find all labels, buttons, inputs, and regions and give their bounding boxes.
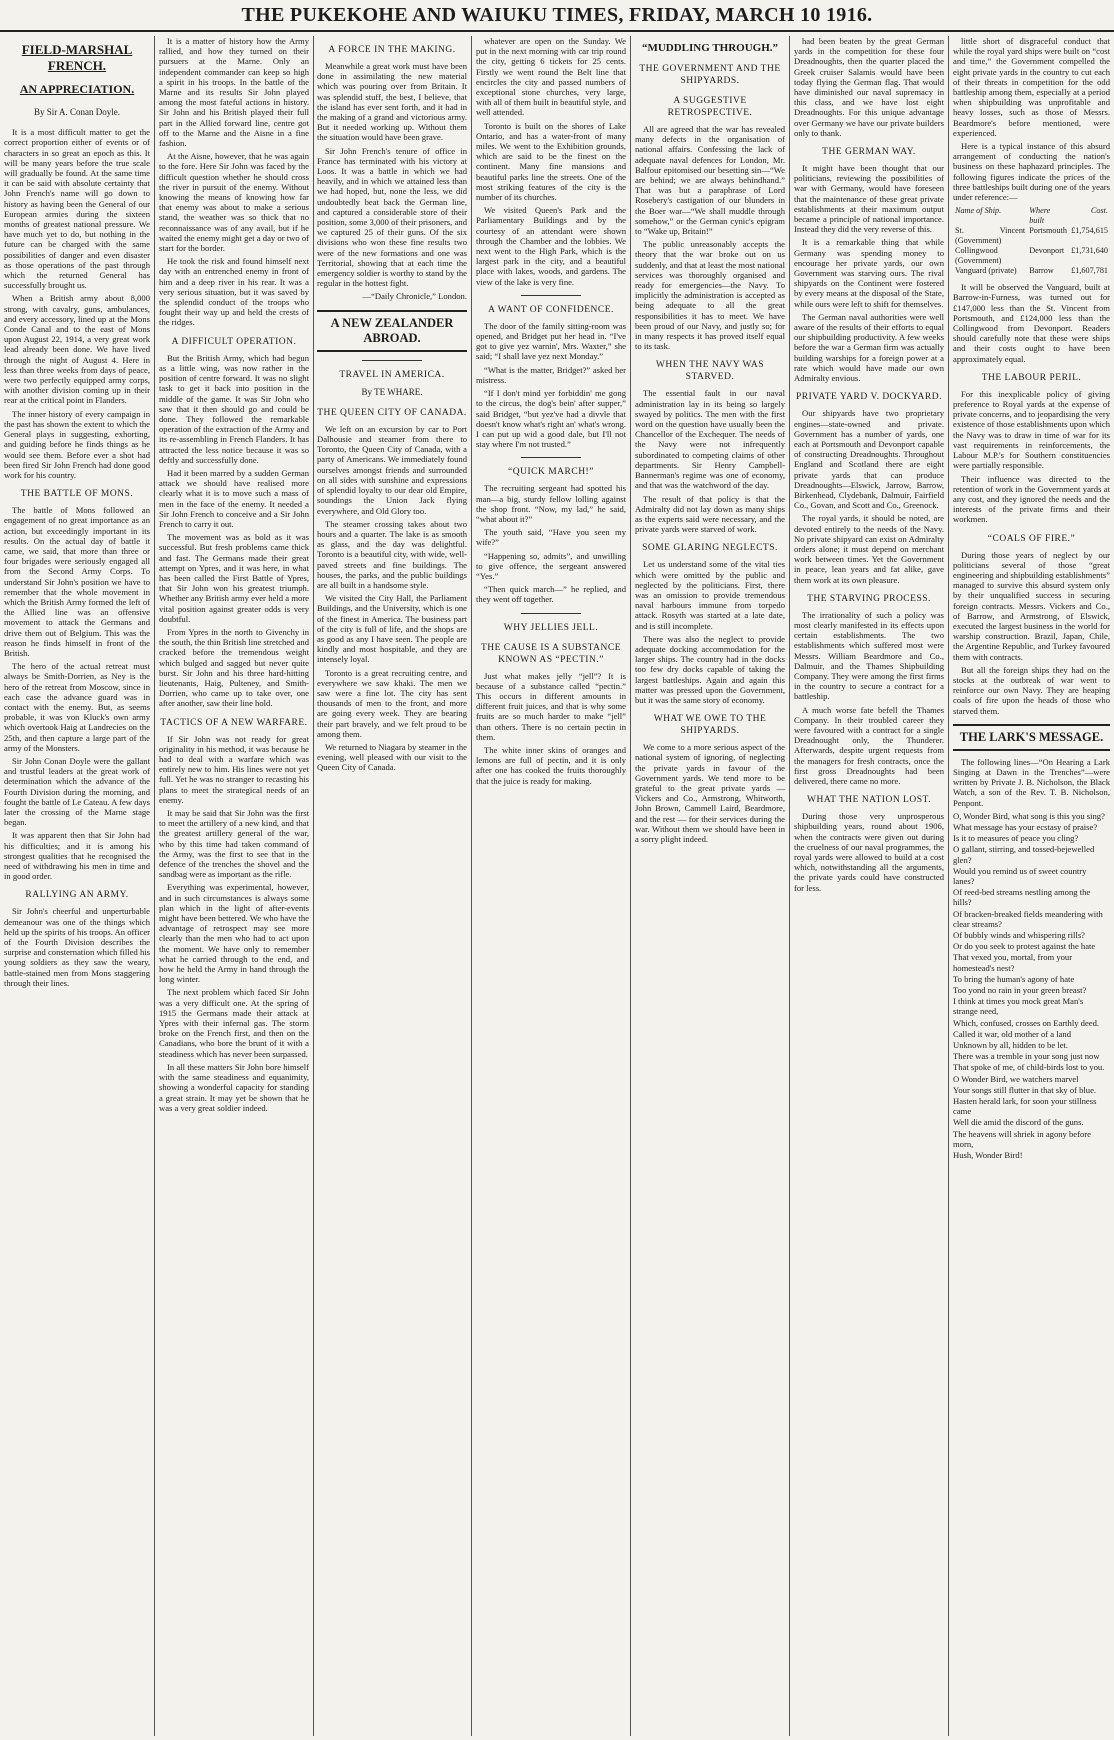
section-subheading: THE CAUSE IS A SUBSTANCE KNOWN AS “PECTIN.” <box>480 642 622 665</box>
poem-line: Unknown by all, hidden to be let. <box>953 1040 1069 1051</box>
article-title: “MUDDLING THROUGH.” <box>641 42 779 54</box>
section-heading: THE BATTLE OF MONS. <box>20 489 134 500</box>
poem-line: O, Wonder Bird, what song is this you sing? <box>953 810 1105 821</box>
article-title: FIELD-MARSHAL FRENCH. <box>21 42 133 73</box>
signoff: —“Daily Chronicle,” London. <box>362 291 467 302</box>
table-cell: Devonport <box>1029 246 1065 256</box>
poem-line: There was a tremble in your song just now <box>953 1051 1100 1062</box>
column-rule <box>630 36 631 1736</box>
paragraph: Just what makes jelly “jell”? It is because of a substance called “pectin.” This occurs in different amounts in different fruit juices, and that is why some fruits are so much harder to make “jell” than others. There is no certain pectin in them. <box>476 670 626 742</box>
column-5 <box>635 36 785 1736</box>
paragraph: If Sir John was not ready for great originality in his method, it was because he had to deal with a warfare which was entirely new to him. His lines were not yet full. Yet he was no stranger to recasting his plans to meet the strategical needs of an enemy. <box>159 733 309 805</box>
column-7 <box>953 36 1110 1736</box>
article-subtitle: AN APPRECIATION. <box>19 82 135 96</box>
table-cell: £1,731,640 <box>1071 246 1108 256</box>
table-row <box>953 226 1110 246</box>
section-heading: A FORCE IN THE MAKING. <box>328 45 456 55</box>
paragraph: The inner history of every campaign in the past has shown the extent to which the General plays in suggesting, exhorting, and guiding before he finds things as he would see them. Before ever a shot had been fired Sir John French had done good work for his country. <box>4 408 150 480</box>
paragraph: whatever are open on the Sunday. We put in the next morning with car trip round the city, getting 6 tickets for 25 cents. Firstly we went round the Belt line that encircles the city and passed numbers of exceptional stone churches, very large, with all of them built in beautiful style, and well attended. <box>476 36 626 118</box>
article-title: A NEW ZEALANDER ABROAD. <box>317 310 467 352</box>
paragraph: The public unreasonably accepts the theory that the war broke out on us suddenly, and that at least the most national services was thoroughly organised and ready for emergencies—the Navy. To implicitly the administration is accepted as being adequate to all the great responsibilities it has to meet. We have been proud of our Navy, and justly so; for in many respects it has proved itself equal to its task. <box>635 239 785 352</box>
poem-line: That vexed you, mortal, from your homestead's nest? <box>953 952 1073 973</box>
paragraph: Meanwhile a great work must have been done in assimilating the new material which was pouring over from Britain. It was splendid stuff, the best, I believe, that the island has ever sent forth, and it had in the making of a grand and victorious army. But it needed working up. Without them the situation would have been grave. <box>317 61 467 143</box>
paragraph: But all the foreign ships they had on the stocks at the outbreak of war went to reinforce our own Navy. They are heaping coals of fire upon the heads of those who starved them. <box>953 664 1110 716</box>
table-cell: Portsmouth <box>1029 226 1067 236</box>
column-4 <box>476 36 626 1736</box>
poem-line: Too yond no rain in your green breast? <box>953 985 1087 996</box>
poem-line: Of bubbly winds and whispering rills? <box>953 930 1085 941</box>
paragraph: All are agreed that the war has revealed many defects in the organisation of national affairs. Confessing the lack of adequate naval defences for London, Mr. Balfour epitomised our besetting sin—“We are behind; we are always behindhand.” That was but a paraphrase of Lord Rosebery's castigation of our blunders in the Boer war—“We shall muddle through somehow,” or the German cynic's epigram to “Wake up, Britain!” <box>635 124 785 237</box>
paragraph: The recruiting sergeant had spotted his man—a big, sturdy fellow lolling against the shop front. “Now, my lad,” he said, “what about it?” <box>476 483 626 524</box>
table-header: Name of Ship. <box>955 206 1002 216</box>
paragraph: Here is a typical instance of this absurd arrangement of conducting the nation's business on these haphazard principles. The following figures indicate the prices of the three battleships built during one of the years under reference:— <box>953 141 1110 203</box>
paragraph: Our shipyards have two proprietary engines—state-owned and private. Government has a number of yards, one each at Portsmouth and Devonport capable of constructing Dreadnoughts. Throughout England and Scotland there are eight private yards that can produce Dreadnoughts—Elswick, Jarrow, Barrow, Birkenhead, Clydebank, Dalmuir, Fairfield Co., Govan, and Scott and Co., Greenock. <box>794 408 944 511</box>
poem-line: I think at times you mock great Man's strange need, <box>953 996 1084 1017</box>
poem-line: Or do you seek to protest against the hate <box>953 941 1096 952</box>
paragraph: A much worse fate befell the Thames Company. In their troubled career they were favoured with a contract for a single Dreadnought only, the Thunderer. Afterwards, despite urgent requests from the managers for fresh contracts, once the first gross Dreadnoughts had been delivered, there came no more. <box>794 704 944 786</box>
section-heading: PRIVATE YARD V. DOCKYARD. <box>796 392 942 403</box>
table-cell: £1,754,615 <box>1071 226 1108 236</box>
paragraph: “Happening so, admits”, and unwilling to give offence, the sergeant answered “Yes.” <box>476 550 626 581</box>
poem-line: Hasten herald lark, for soon your stillness came <box>953 1096 1097 1117</box>
table-row <box>953 246 1110 266</box>
paragraph: During those years of neglect by our politicians several of those “great engineering and shipbuilding establishments” managed to survive this absurd system only by their unqualified success in securing foreign contracts. Messrs. Vickers and Co., of Barrow, and Armstrong, of Elswick, executed the largest business in the world for warship construction. Brazil, Japan, Chile, the Argentine Republic, and Turkey favoured them with contracts. <box>953 549 1110 662</box>
paragraph: Toronto is a great recruiting centre, and everywhere we saw khaki. The men we saw were a fine lot. The city has sent thousands of men to the front, and more are going every week. They are bearing their part bravely, and we felt proud to be among them. <box>317 667 467 739</box>
section-heading: A WANT OF CONFIDENCE. <box>488 304 614 315</box>
poem-line: O gallant, stirring, and tossed-bejewelled glen? <box>953 844 1095 865</box>
column-rule <box>471 36 472 1736</box>
byline: By TE WHARE. <box>361 386 423 397</box>
column-6 <box>794 36 944 1736</box>
table-cell: Barrow <box>1029 266 1054 276</box>
paragraph: There was also the neglect to provide adequate docking accommodation for the larger ships. The country had in the docks too few dry docks capable of taking the largest battleships. Again and again this matter was pressed upon the Government, but it was the same story of economy. <box>635 633 785 705</box>
section-heading: THE LABOUR PERIL. <box>981 372 1082 383</box>
section-heading: SOME GLARING NEGLECTS. <box>642 543 778 554</box>
paragraph: Had it been marred by a sudden German attack we should have realised more clearly what it is to move such a mass of men in the face of the enemy. It needed a Sir John French to conceive and a Sir John French to carry it out. <box>159 467 309 529</box>
paragraph: It is a matter of history how the Army rallied, and how they turned on their pursuers at the Marne. Only an independent commander can keep so high a spirit in his troops. In the battle of the Marne and its results Sir John played among the most fateful actions in history. Sir John and his British played their full part in the Allied forward line, centre got off to the Marne and the Aisne in a fine fashion. <box>159 36 309 149</box>
paragraph: During those very unprosperous shipbuilding years, round about 1906, when the contracts were given out during the cruelness of our naval programmes, the royal yards were allowed to build at a cost which, notwithstanding all the arguments, the private yards could have constructed for less. <box>794 811 944 893</box>
paragraph: The next problem which faced Sir John was a very difficult one. At the spring of 1915 the Germans made their attack at Ypres with their infernal gas. The storm broke on the French first, and then on the Canadians, who bore the brunt of it with a steadiness which has never been surpassed. <box>159 987 309 1059</box>
paragraph: The result of that policy is that the Admiralty did not lay down as many ships as the experts said were necessary, and the private yards were starved of work. <box>635 493 785 535</box>
section-heading: THE STARVING PROCESS. <box>807 593 931 604</box>
paragraph: The battle of Mons followed an engagement of no great importance as an action, but exceedingly important in its results. On the actual day of battle it came, we said, that more than three or four brigades were seriously engaged all from the Second Army Corps. To understand Sir John's position we have to remember that the whole movement in which the British Army formed the left of the Allied line was an offensive movement to attack the Germans and drive them out of Belgium. This was the reason he finds himself in front of the British. <box>4 505 150 658</box>
paragraph: We left on an excursion by car to Port Dalhousie and steamer from there to Toronto, the Queen City of Canada, with a party of Americans. We immediately found ourselves amongst friends and surrounded on all sides with sunshine and expressions of splendid loyalty to our dear old Empire, soundings the Union Jack flying everywhere, and Old Glory too. <box>317 423 467 516</box>
paragraph: But the British Army, which had begun as a little wing, was now rather in the position of centre forward. It was no slight task to get it back into position in the middle of the game. It was Sir John who saw that it then should go and could be done. They followed the remarkable operation of the extraction of the Army and its re-assembling in French Flanders. It has attracted the less notice because it was so deftly and successfully done. <box>159 352 309 465</box>
divider <box>362 360 422 361</box>
paragraph: In all these matters Sir John bore himself with the same steadiness and equanimity, showing a wonderful capacity for standing a great strain. It may yet be shown that he was a very great soldier indeed. <box>159 1061 309 1113</box>
poem-line: Well die amid the discord of the guns. <box>953 1117 1084 1128</box>
poem-line: Is it to measures of peace you cling? <box>953 833 1079 844</box>
paragraph: The white inner skins of oranges and lemons are full of pectin, and it is only after one has cooked the fruits thoroughly that the juice is ready for making. <box>476 744 626 786</box>
paragraph: Sir John's cheerful and unperturbable demeanour was one of the things which held up the spirits of his troops. An officer of the Fourth Division describes the surprise and consternation which filled his young soldiers as they saw the weary, battle-stained men from Mons staggering through their lines. <box>4 906 150 988</box>
paragraph: The essential fault in our naval administration lay in its being so largely swayed by politics. The men with the first word on the question have usually been the Chancellor of the Exchequer. The needs of the Navy were not infrequently subordinated to competing claims of other departments. Sir Henry Campbell-Bannerman's regime was one of economy, and that was the watchword of the day. <box>635 388 785 491</box>
paragraph: “If I don't mind yer forbiddin' me gong to the circus, the dog's bein' after supper,” said Bridget, “but yez've had a divvle that doesn't know what's right an' what's wrong. I can put up wid a good dale, but I'll not stay where I'm not trusted.” <box>476 388 626 450</box>
table-cell: Collingwood (Government) <box>955 246 1002 266</box>
paragraph: The steamer crossing takes about two hours and a quarter. The lake is as smooth as glass, and the day was delightful. Toronto is a beautiful city, with wide, well-paved streets and fine buildings. The houses, the parks, and the public buildings are all built in a handsome style. <box>317 518 467 590</box>
paragraph: It might have been thought that our politicians, reviewing the possibilities of war with Germany, would have foreseen that the maintenance of these great private establishments at their maximum output became a principle of national importance. Instead they did the very reverse of this. <box>794 163 944 235</box>
paragraph: He took the risk and found himself next day with an entrenched enemy in front of him and a deep river in his rear. It was a very serious situation, but it was saved by the splendid conduct of the troops who fought their way up and held the crests of the ridges. <box>159 256 309 328</box>
paragraph: From Ypres in the north to Givenchy in the south, the thin British line stretched and cracked before the tremendous weight which bulged and sagged but never quite burst. Sir John and his three hard-hitting lieutenants, Haig, Pulteney, and Smith-Dorrien, who came up to take over, one after another, saw their line hold. <box>159 626 309 709</box>
paragraph: We visited Queen's Park and the Parliamentary Buildings and by the courtesy of an attendant were shown through the Chamber and the lobbies. We next went to the High Park, which is the largest park in the city, and a beautiful place with lakes, woods, and gardens. The view of the lake is very fine. <box>476 205 626 287</box>
section-heading: WHEN THE NAVY WAS STARVED. <box>655 360 765 383</box>
poem <box>953 811 1110 1161</box>
paragraph: It is a most difficult matter to get the correct proportion either of events or of characters in so great an epoch as this. It will be many years before the true scale will gradually be found. At the same time it can be said with absolute certainty that John French's name will go down to history as having been the General of our European armies during the sixteen months of greatest national pressure. We have much yet to do, but nothing in the future can be charged with the same possibilities of danger and even disaster as those operations of the past through which the returned General has successfully brought us. <box>4 127 150 291</box>
section-heading: RALLYING AN ARMY. <box>25 890 129 901</box>
paragraph: Their influence was directed to the retention of work in the Government yards at any cost, and they ignored the needs and the interests of the private firms and their workmen. <box>953 473 1110 525</box>
column-1 <box>4 36 150 1736</box>
paragraph: little short of disgraceful conduct that while the royal yard ships were built on “cost and time,” the Government compelled the eight private yards in the country to cut each of their threats in competition for the odd battleship among them, especially at a period when shipbuilding was unprofitable and heavy losses, such as those of Messrs. Beardmore's before mentioned, were experienced. <box>953 36 1110 138</box>
paragraph: Toronto is built on the shores of Lake Ontario, and has a water-front of many miles. We went to the Exhibition grounds, which are said to be the finest on the continent. Many fine mansions and beautiful parks line the streets. One of the most striking features of the city is the number of its churches. <box>476 120 626 203</box>
paragraph: “What is the matter, Bridget?” asked her mistress. <box>476 364 626 385</box>
section-heading: A DIFFICULT OPERATION. <box>171 336 297 347</box>
section-subheading: THE GOVERNMENT AND THE SHIPYARDS. <box>639 64 781 86</box>
divider <box>521 613 581 614</box>
divider <box>521 295 581 296</box>
paragraph: It is a remarkable thing that while Germany was spending money to encourage her private yards, our own Government was starving ours. The rival shipyards on the Continent were fostered by every means at the disposal of the State, while ours were left to shift for themselves. <box>794 237 944 309</box>
section-heading: WHAT WE OWE TO THE SHIPYARDS. <box>653 714 767 737</box>
paragraph: The irrationality of such a policy was most clearly manifested in its effects upon certain establishments. The two establishments which suffered most were Messrs. William Beardmore and Co., Dalmuir, and the Thames Shipbuilding Company. They were among the first firms in the country to secure a contract for a battleship. <box>794 609 944 702</box>
paragraph: The following lines—“On Hearing a Lark Singing at Dawn in the Trenches”—were written by Private J. B. Nicholson, the Black Watch, a son of the Rev. T. B. Nicholson, Penpont. <box>953 756 1110 808</box>
paragraph: When a British army about 8,000 strong, with cavalry, guns, ambulances, and every accessory, lined up at the Mons Conde Canal and to the east of Mons upon August 22, 1914, a very great work lead already been done. We have lived through the night of August 4. Here in less than three weeks from days of peace, were two perfectly equipped army corps, with another division coming up in their rear at the critical point in Flanders. <box>4 293 150 406</box>
table-header-row <box>953 206 1110 226</box>
section-heading: WHAT THE NATION LOST. <box>807 795 931 806</box>
paragraph: Let us understand some of the vital ties which were omitted by the public and neglected by the politicians. First, there was an omission to provide tremendous naval harbours immune from torpedo attack. Rosyth was started at a late date, and is still incomplete. <box>635 559 785 631</box>
paragraph: had been beaten by the great German yards in the competition for these four Dreadnoughts, then the quarter placed the Greek cruiser Salamis would have been today flying the German flag. That would have diminished our naval supremacy in this class, and we have lost eight Dreadnoughts. For this unique advantage over Germany we have our private builders only to thank. <box>794 36 944 138</box>
column-rule <box>313 36 314 1736</box>
paragraph: For this inexplicable policy of giving preference to Royal yards at the expense of private concerns, and to jeopardising the very existence of those establishments upon which the Navy was to draw in time of war for its vast requirements in reinforcements, the Labour M.P.'s for Southern constituencies were partially responsible. <box>953 388 1110 471</box>
poem-line: Which, confused, crosses on Earthly deed. <box>953 1017 1100 1028</box>
paragraph: The youth said, “Have you seen my wife?” <box>476 527 626 548</box>
table-row <box>953 266 1110 276</box>
section-heading: THE GERMAN WAY. <box>822 147 916 158</box>
paragraph: It may be said that Sir John was the first to meet the artillery of a new kind, and that the greatest artillery general of the war, who by this time had taken command of the Army, was the first to see that in the defence of the trenches the shovel and the sandbag were as important as the rifle. <box>159 808 309 880</box>
column-rule <box>948 36 949 1736</box>
table-header: Where built <box>1029 206 1051 226</box>
section-heading: THE QUEEN CITY OF CANADA. <box>317 407 467 418</box>
column-3 <box>317 36 467 1736</box>
paragraph: Sir John Conan Doyle were the gallant and trustful leaders at the great work of determination which the advance of the Fourth Division during the morning, and fought the battle of Le Cateau. A few days later the crossing of the Marne stage began. <box>4 755 150 828</box>
table-cell: £1,607,781 <box>1071 266 1108 276</box>
poem-line: Of bracken-breaked fields meandering with clear streams? <box>953 908 1103 929</box>
poem-line: What message has your ecstasy of praise? <box>953 821 1098 832</box>
paragraph: At the Aisne, however, that he was again to the fore. Here Sir John was faced by the difficult question whether he should cross the river in pursuit of the enemy. Without knowing the means of knowing how far that enemy was about to make a serious stand, the weather was so thick that no reconnaissance was of any avail, but if he waited the enemy might get a day or two of start for the border. <box>159 151 309 254</box>
poem-line: Of reed-bed streams nestling among the hills? <box>953 887 1091 908</box>
column-2 <box>159 36 309 1736</box>
paragraph: We visited the City Hall, the Parliament Buildings, and the University, which is one of the finest in America. The business part of the city is full of life, and the shops are as good as any I have seen. The people are kindly and most hospitable, and they are intensely loyal. <box>317 593 467 665</box>
poem-line: Called it war, old mother of a land <box>953 1028 1072 1039</box>
paragraph: It will be observed the Vanguard, built at Barrow-in-Furness, was turned out for £147,000 less than the St. Vincent from Portsmouth, and £124,000 less than the Collingwood from Devonport. Readers should carefully note that these were ships and their costs ought to have been approximately equal. <box>953 282 1110 364</box>
poem-line: Your songs still flutter in that sky of blue. <box>953 1084 1097 1095</box>
masthead: THE PUKEKOHE AND WAIUKU TIMES, FRIDAY, MARCH 10 1916. <box>0 4 1114 32</box>
table-cell: Vanguard (private) <box>955 266 1017 276</box>
section-heading: WHY JELLIES JELL. <box>503 622 599 633</box>
paragraph: “Then quick march—” he replied, and they went off together. <box>476 584 626 605</box>
paragraph: It was apparent then that Sir John had his difficulties; and it is among his strongest qualities that he recognised the need of withdrawing his men in time and in good order. <box>4 830 150 882</box>
poem-line: That spoke of me, of child-birds lost to you. <box>953 1062 1105 1073</box>
section-heading: “QUICK MARCH!” <box>508 467 594 478</box>
poem-line: To bring the human's agony of hate <box>953 973 1075 984</box>
byline: By Sir A. Conan Doyle. <box>33 107 120 117</box>
paragraph: The royal yards, it should be noted, are devoted entirely to the needs of the Navy. No private shipyard can exist on Admiralty orders alone; it must depend on merchant work between times. Yet the Government in peace, lean years and fat alike, gave them work at its own pleasure. <box>794 513 944 585</box>
section-heading: TACTICS OF A NEW WARFARE. <box>160 717 308 728</box>
divider <box>521 457 581 458</box>
poem-line: Would you remind us of sweet country lanes? <box>953 865 1087 886</box>
poem-line: The heavens will shriek in agony before morn, <box>953 1128 1091 1149</box>
ship-cost-table <box>953 206 1110 276</box>
paragraph: We come to a more serious aspect of the national system of ignoring, of neglecting the private yards in favour of the Government yards. We tend more to be grateful to the great private yards — Vickers and Co., Armstrong, Whitworth, John Brown, Cammell Laird, Beardmore, and the rest — for their services during the war. Without them we should have been in a sorry plight indeed. <box>635 742 785 844</box>
paragraph: The German naval authorities were well aware of the results of their efforts to equal our shipbuilding productivity. A few weeks before the war a German firm was actually building warships for a foreign power at a rate which would have made our own Admiralty envious. <box>794 311 944 384</box>
table-cell: St. Vincent (Government) <box>955 226 1026 246</box>
column-rule <box>789 36 790 1736</box>
paragraph: We returned to Niagara by steamer in the evening, well pleased with our visit to the Queen City of Canada. <box>317 741 467 773</box>
paragraph: Everything was experimental, however, and in such circumstances is always some plan which in the light of after-events might have been bettered. We who have the advantage of retrospect may see more clearly than the men who had to act upon the moment. We have only to remember what he carried through to the end, and how he held the Army in hand through the long winter. <box>159 882 309 985</box>
section-heading: “COALS OF FIRE.” <box>987 533 1076 544</box>
paragraph: The movement was as bold as it was successful. But fresh problems came thick and fast. The Germans made their great attempt on Ypres, and it was here, in what has been called the First Battle of Ypres, that Sir John won his greatest triumph. Whether any British army ever held a more vital position against greater odds is very doubtful. <box>159 532 309 624</box>
poem-line: Hush, Wonder Bird! <box>953 1150 1023 1161</box>
article-title: THE LARK'S MESSAGE. <box>953 724 1110 751</box>
paragraph: Sir John French's tenure of office in France has terminated with his victory at Loos. It was a battle in which we had heavily, and in which we attained less than we had hoped, but, none the less, we did undoubtedly beat back the German line, and captured a considerable store of their position, some 3,000 of their prisoners, and we captured 25 of their guns. Of the six divisions who won these fine results two were of the new formations and one was Territorial, showing that at each time the emergency soldier is worthy to stand by the regular in the hottest fight. <box>317 145 467 289</box>
paragraph: The door of the family sitting-room was opened, and Bridget put her head in. “I've got to give yez warnin', Mrs. Waxter,” she said; “I shall lave yez next Monday.” <box>476 320 626 362</box>
paragraph: The hero of the actual retreat must always be Smith-Dorrien, as Ney is the hero of the retreat from Moscow, since in each case the advance guard was in contact with the enemy. But, as seems probable, it was von Kluck's own army which overtook Haig at Landrecies on the 25th, and then capture a large part of the army of the Monsters. <box>4 661 150 753</box>
section-heading: TRAVEL IN AMERICA. <box>339 369 445 380</box>
poem-line: O Wonder Bird, we watchers marvel <box>953 1073 1079 1084</box>
table-header: Cost. <box>1090 206 1108 216</box>
column-rule <box>154 36 155 1736</box>
section-subheading: A SUGGESTIVE RETROSPECTIVE. <box>667 96 753 118</box>
